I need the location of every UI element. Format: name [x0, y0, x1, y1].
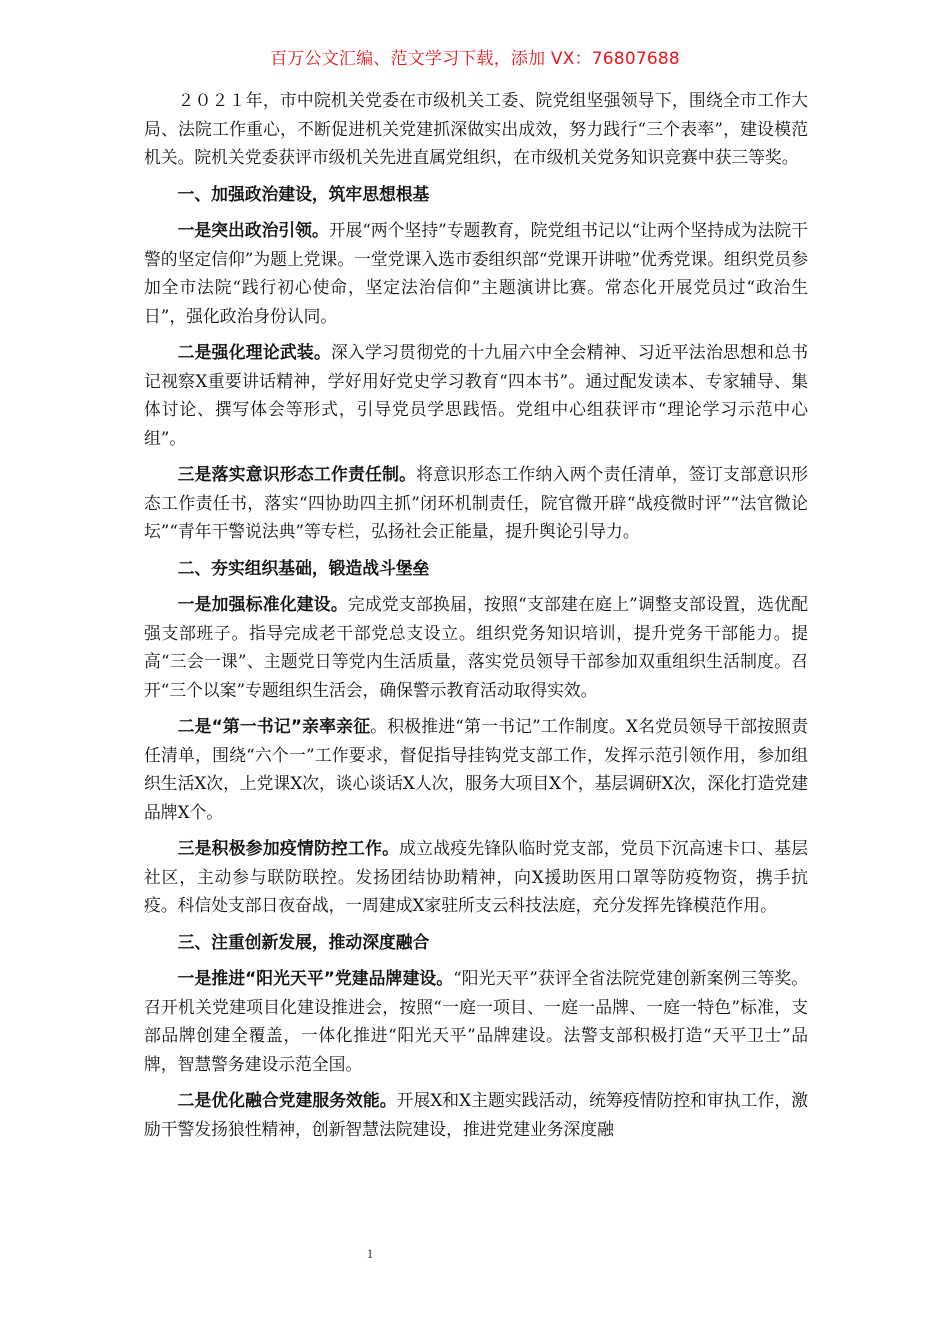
paragraph-text: 完成党支部换届，按照“支部建在庭上”调整支部设置，选优配强支部班子。指导完成老干部党总支设立。组织党务知识培训，提升党务干部能力。提高“三会一课”、主题党日等党内生活质量，落实党员领导干部参加双重组织生活制度。召开“三个以案”专题组织生活会，确保警示教育活动取得实效。 [144, 594, 808, 700]
paragraph-lead: 二是优化融合党建服务效能。 [177, 1090, 397, 1110]
paragraph-text: 。积极推进“第一书记”工作制度。X名党员领导干部按照责任清单，围绕“六个一”工作要求，督促指导挂钩党支部工作，发挥示范引领作用，参加组织生活X次，上党课X次，谈心谈话X人次，服务大项目X个，基层调研X次，深化打造党建品牌X个。 [144, 716, 809, 822]
section-1 [144, 180, 808, 546]
section-paragraph [144, 216, 808, 330]
section-2 [144, 554, 808, 920]
section-paragraph [144, 460, 808, 546]
section-heading: 一、加强政治建设，筑牢思想根基 [177, 183, 430, 204]
section-paragraph [144, 338, 808, 452]
paragraph-lead: 三是积极参加疫情防控工作。 [177, 838, 400, 858]
intro-paragraph: ２０２１年，市中院机关党委在市级机关工委、院党组坚强领导下，围绕全市工作大局、法院工作重心，不断促进机关党建抓深做实出成效，努力践行“三个表率”，建设模范机关。院机关党委获评市级机关先进直属党组织，在市级机关党务知识竞赛中获三等奖。 [144, 90, 808, 167]
paragraph-text: 深入学习贯彻党的十九届六中全会精神、习近平法治思想和总书记视察X重要讲话精神，学好用好党史学习教育“四本书”。通过配发读本、专家辅导、集体讨论、撰写体会等形式，引导党员学思践悟。党组中心组获评市“理论学习示范中心组”。 [144, 342, 808, 448]
watermark-banner: 百万公文汇编、范文学习下载，添加 VX：76807688 [270, 49, 680, 69]
document-body [144, 86, 808, 1151]
section-paragraph [144, 712, 808, 826]
paragraph-text: 开展X和X主题实践活动，统筹疫情防控和审执工作，激励干警发扬狼性精神，创新智慧法院建设，推进党建业务深度融 [144, 1090, 808, 1139]
section-paragraph [144, 1086, 808, 1143]
paragraph-text: “阳光天平”获评全省法院党建创新案例三等奖。召开机关党建项目化建设推进会，按照“一庭一项目、一庭一品牌、一庭一特色”标准，支部品牌创建全覆盖，一体化推进“阳光天平”品牌建设。法警支部积极打造“天平卫士”品牌，智慧警务建设示范全国。 [144, 968, 808, 1074]
page-number: 1 [366, 1246, 374, 1261]
section-heading: 三、注重创新发展，推动深度融合 [177, 931, 430, 952]
section-paragraph [144, 964, 808, 1078]
paragraph-lead: 一是突出政治引领。 [177, 220, 329, 240]
section-paragraph [144, 834, 808, 920]
paragraph-lead: 二是“第一书记”亲率亲征 [177, 716, 371, 736]
paragraph-text: 将意识形态工作纳入两个责任清单，签订支部意识形态工作责任书，落实“四协助四主抓”闭环机制责任，院官微开辟“战疫微时评”“法官微论坛”“青年干警说法典”等专栏，弘扬社会正能量，提升舆论引导力。 [144, 464, 808, 541]
paragraph-lead: 一是推进“阳光天平”党建品牌建设。 [177, 968, 454, 988]
paragraph-text: 成立战疫先锋队临时党支部，党员下沉高速卡口、基层社区，主动参与联防联控。发扬团结协助精神，向X援助医用口罩等防疫物资，携手抗疫。科信处支部日夜奋战，一周建成X家驻所支云科技法庭，充分发挥先锋模范作用。 [144, 838, 808, 915]
section-paragraph [144, 590, 808, 704]
section-3 [144, 928, 808, 1144]
paragraph-lead: 一是加强标准化建设。 [177, 594, 348, 614]
section-heading: 二、夯实组织基础，锻造战斗堡垒 [177, 557, 430, 578]
paragraph-lead: 二是强化理论武装。 [177, 342, 331, 362]
paragraph-text: 开展“两个坚持”专题教育，院党组书记以“让两个坚持成为法院干警的坚定信仰”为题上党课。一堂党课入选市委组织部“党课开讲啦”优秀党课。组织党员参加全市法院“践行初心使命，坚定法治信仰”主题演讲比赛。常态化开展党员过“政治生日”，强化政治身份认同。 [144, 220, 808, 326]
paragraph-lead: 三是落实意识形态工作责任制。 [177, 464, 417, 484]
